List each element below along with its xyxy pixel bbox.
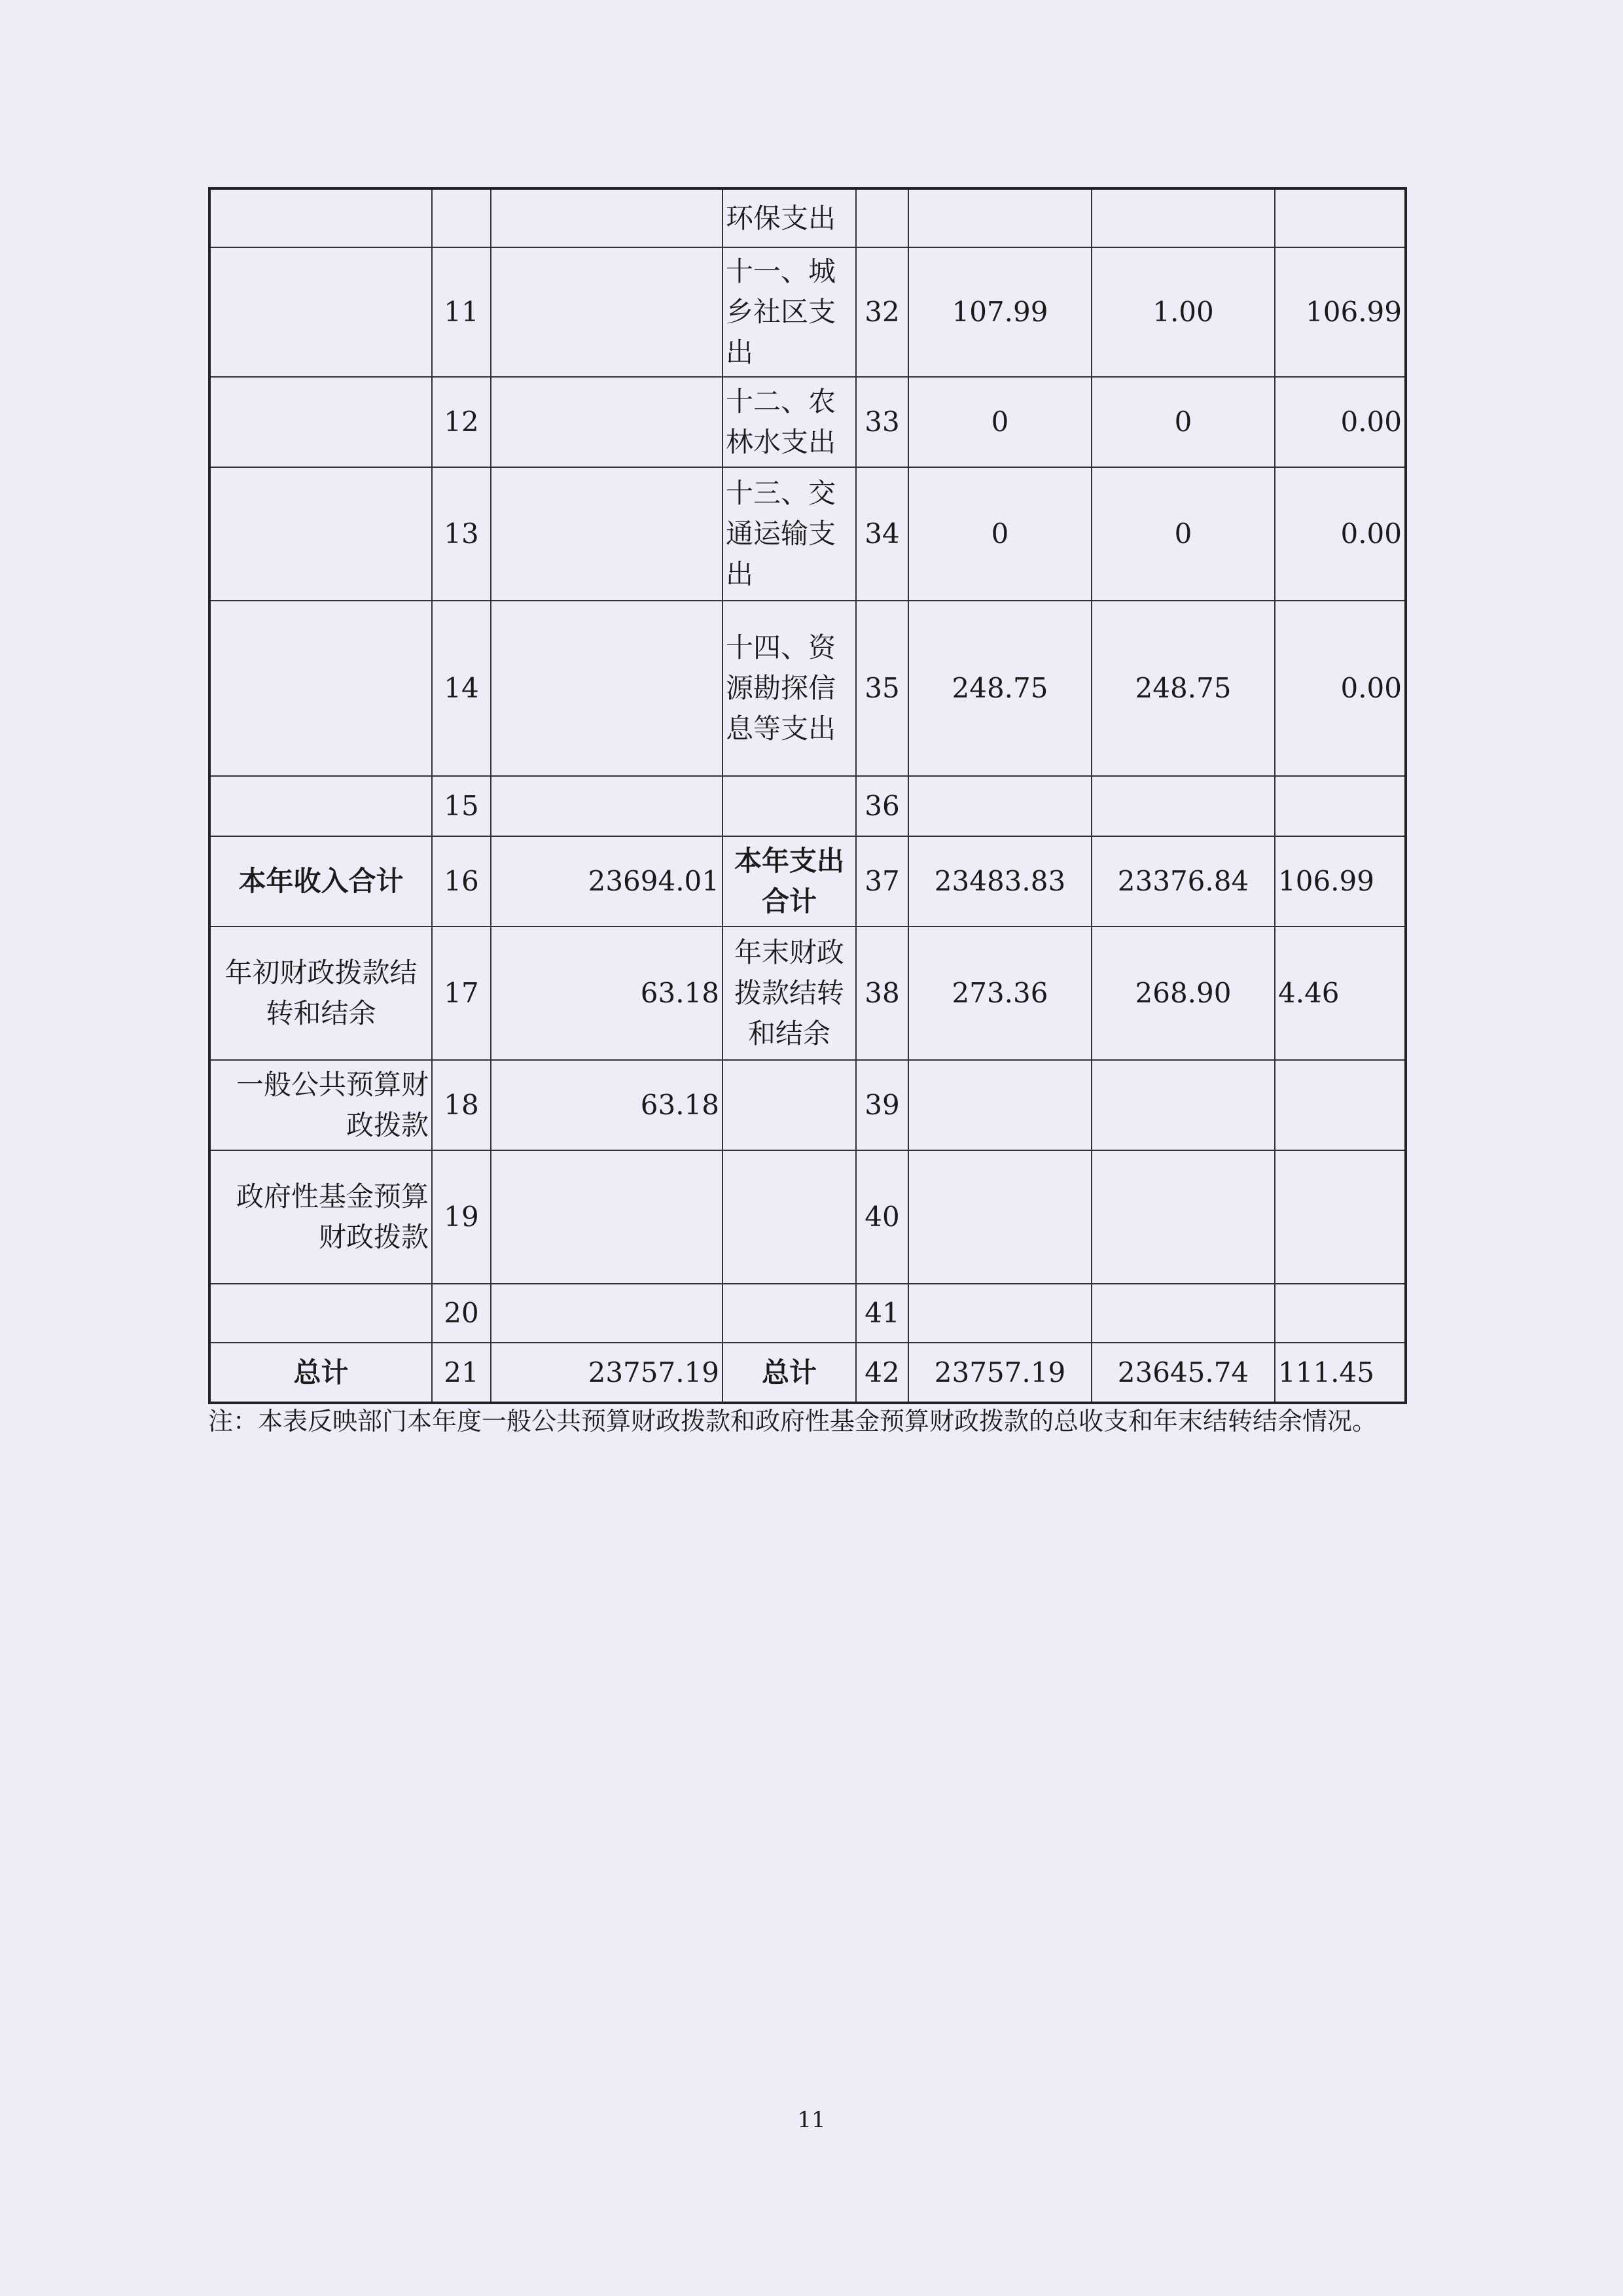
expense-total [908,776,1092,836]
table-row [209,601,1406,776]
income-amount: 23757.19 [491,1343,722,1403]
income-item [209,377,432,467]
expense-fund-budget [1275,188,1406,247]
page-number: 11 [797,2107,826,2133]
expense-total [908,1060,1092,1150]
expense-fund-budget: 0.00 [1275,467,1406,601]
expense-line-no: 33 [856,377,908,467]
expense-general-budget: 248.75 [1092,601,1275,776]
expense-fund-budget: 0.00 [1275,377,1406,467]
income-line-no: 17 [432,927,491,1060]
income-line-no: 15 [432,776,491,836]
expense-general-budget [1092,1150,1275,1284]
expense-fund-budget [1275,1150,1406,1284]
table-row [209,776,1406,836]
income-amount [491,1150,722,1284]
expense-line-no: 39 [856,1060,908,1150]
income-item: 年初财政拨款结转和结余 [209,927,432,1060]
income-item [209,1284,432,1343]
table-row [209,1060,1406,1150]
table-footnote: 注：本表反映部门本年度一般公共预算财政拨款和政府性基金预算财政拨款的总收支和年末结转结余情况。 [208,1407,1378,1436]
table-row [209,377,1406,467]
expense-total [908,1284,1092,1343]
expense-line-no: 35 [856,601,908,776]
table-row [209,467,1406,601]
income-line-no [432,188,491,247]
expense-line-no: 41 [856,1284,908,1343]
expense-item [722,1060,856,1150]
expense-total: 248.75 [908,601,1092,776]
expense-fund-budget [1275,1060,1406,1150]
income-amount: 63.18 [491,927,722,1060]
expense-fund-budget: 106.99 [1275,247,1406,377]
expense-item: 本年支出合计 [722,836,856,927]
expense-fund-budget: 4.46 [1275,927,1406,1060]
table-row [209,188,1406,247]
expense-total: 23483.83 [908,836,1092,927]
income-item: 一般公共预算财政拨款 [209,1060,432,1150]
expense-general-budget: 1.00 [1092,247,1275,377]
income-item [209,188,432,247]
expense-line-no: 37 [856,836,908,927]
income-line-no: 14 [432,601,491,776]
expense-item [722,776,856,836]
income-amount: 63.18 [491,1060,722,1150]
table-row [209,927,1406,1060]
expense-line-no: 36 [856,776,908,836]
income-amount [491,377,722,467]
income-line-no: 16 [432,836,491,927]
expense-general-budget: 0 [1092,377,1275,467]
expense-item: 十一、城乡社区支出 [722,247,856,377]
income-line-no: 18 [432,1060,491,1150]
table-row [209,836,1406,927]
income-amount [491,188,722,247]
expense-item: 十二、农林水支出 [722,377,856,467]
income-amount [491,601,722,776]
income-line-no: 20 [432,1284,491,1343]
income-line-no: 11 [432,247,491,377]
expense-line-no: 32 [856,247,908,377]
expense-line-no: 38 [856,927,908,1060]
income-item: 政府性基金预算财政拨款 [209,1150,432,1284]
income-item: 本年收入合计 [209,836,432,927]
expense-fund-budget: 106.99 [1275,836,1406,927]
expense-item: 总计 [722,1343,856,1403]
expense-total: 23757.19 [908,1343,1092,1403]
expense-total: 0 [908,467,1092,601]
expense-item: 年末财政拨款结转和结余 [722,927,856,1060]
budget-table [208,187,1407,1404]
expense-total: 107.99 [908,247,1092,377]
income-line-no: 12 [432,377,491,467]
income-item [209,247,432,377]
expense-item [722,1150,856,1284]
income-line-no: 13 [432,467,491,601]
table-row [209,247,1406,377]
expense-total: 0 [908,377,1092,467]
expense-item: 十四、资源勘探信息等支出 [722,601,856,776]
expense-line-no [856,188,908,247]
expense-general-budget: 268.90 [1092,927,1275,1060]
income-amount [491,1284,722,1343]
expense-general-budget: 23645.74 [1092,1343,1275,1403]
expense-total [908,1150,1092,1284]
income-item: 总计 [209,1343,432,1403]
expense-general-budget [1092,188,1275,247]
expense-fund-budget: 111.45 [1275,1343,1406,1403]
expense-item [722,1284,856,1343]
expense-total: 273.36 [908,927,1092,1060]
expense-item: 十三、交通运输支出 [722,467,856,601]
expense-fund-budget [1275,1284,1406,1343]
expense-general-budget [1092,776,1275,836]
expense-item: 环保支出 [722,188,856,247]
income-amount [491,467,722,601]
table-row [209,1343,1406,1403]
expense-fund-budget [1275,776,1406,836]
expense-line-no: 42 [856,1343,908,1403]
income-amount: 23694.01 [491,836,722,927]
expense-general-budget: 23376.84 [1092,836,1275,927]
income-item [209,601,432,776]
income-item [209,776,432,836]
expense-general-budget [1092,1060,1275,1150]
expense-fund-budget: 0.00 [1275,601,1406,776]
expense-total [908,188,1092,247]
expense-line-no: 34 [856,467,908,601]
income-line-no: 19 [432,1150,491,1284]
table-row [209,1150,1406,1284]
table-row [209,1284,1406,1343]
income-item [209,467,432,601]
expense-general-budget [1092,1284,1275,1343]
income-amount [491,247,722,377]
income-line-no: 21 [432,1343,491,1403]
expense-general-budget: 0 [1092,467,1275,601]
income-amount [491,776,722,836]
expense-line-no: 40 [856,1150,908,1284]
